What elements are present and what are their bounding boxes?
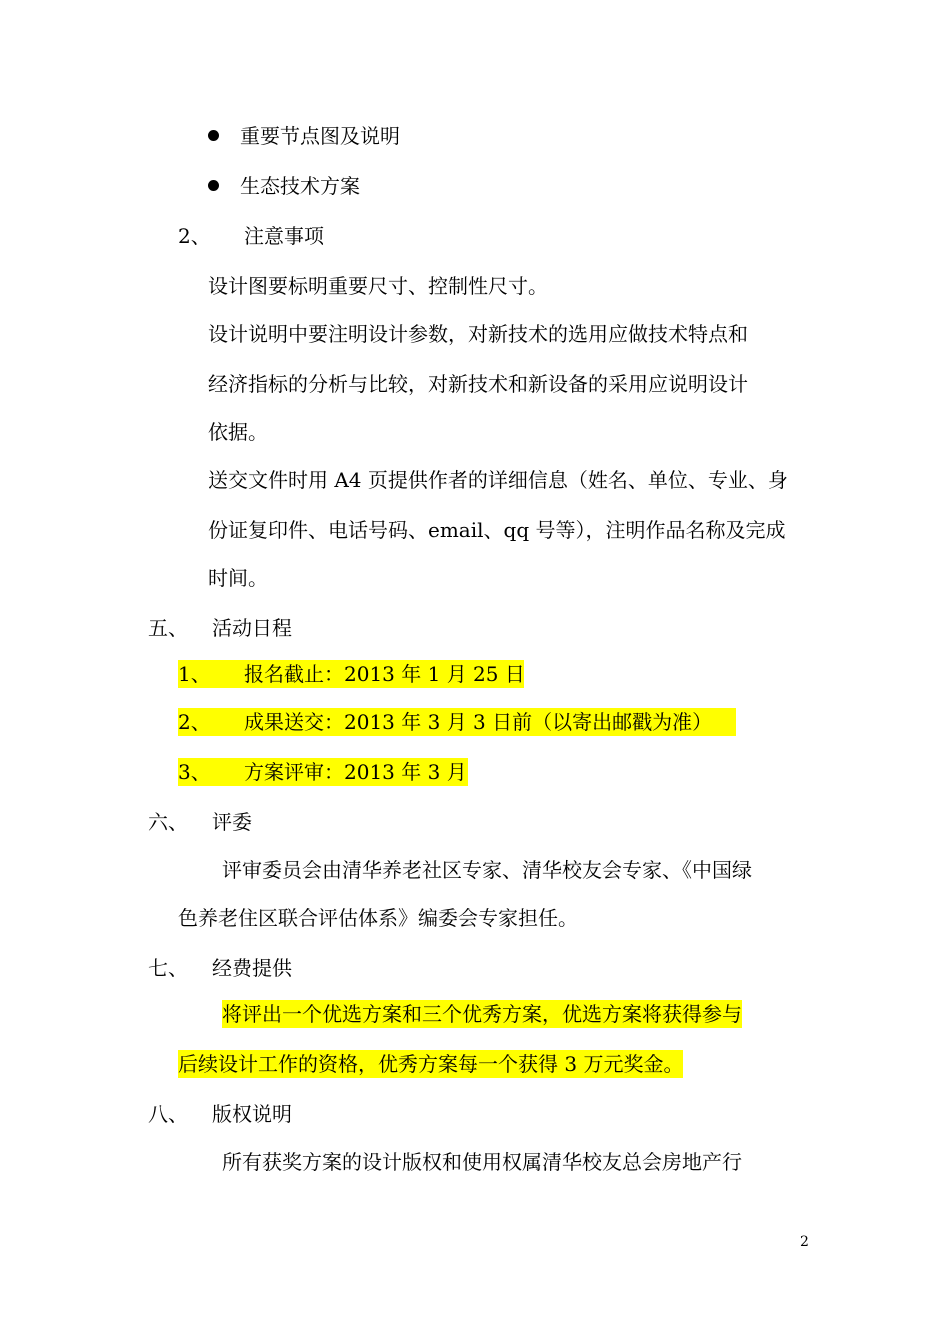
notes-line: 时间。 <box>208 566 268 590</box>
schedule-item <box>178 660 524 688</box>
section-text: 将评出一个优选方案和三个优秀方案，优选方案将获得参与 <box>222 1002 742 1026</box>
section-number: 五、 <box>148 616 188 640</box>
page-number: 2 <box>800 1234 809 1250</box>
schedule-item-text: 成果送交：2013 年 3 月 3 日前（以寄出邮戳为准） <box>244 710 713 734</box>
section-number: 七、 <box>148 956 188 980</box>
section-number: 六、 <box>148 810 188 834</box>
notes-line: 设计说明中要注明设计参数，对新技术的选用应做技术特点和 <box>208 322 748 346</box>
schedule-item-text: 方案评审：2013 年 3 月 <box>244 760 467 784</box>
section-text: 色养老住区联合评估体系》编委会专家担任。 <box>178 906 578 930</box>
notes-line: 设计图要标明重要尺寸、控制性尺寸。 <box>208 274 548 298</box>
schedule-item-number: 2、 <box>178 710 211 734</box>
bullet-item: 重要节点图及说明 <box>240 124 400 148</box>
section-text: 评审委员会由清华养老社区专家、清华校友会专家、《中国绿 <box>222 858 752 882</box>
bullet-item: 生态技术方案 <box>240 174 360 198</box>
notes-line: 送交文件时用 A4 页提供作者的详细信息（姓名、单位、专业、身 <box>208 468 788 492</box>
section-text: 所有获奖方案的设计版权和使用权属清华校友总会房地产行 <box>222 1150 742 1174</box>
notes-line: 份证复印件、电话号码、email、qq 号等），注明作品名称及完成 <box>208 518 786 542</box>
notes-number: 2、 <box>178 224 211 248</box>
section-title: 活动日程 <box>212 616 292 640</box>
section-title: 版权说明 <box>212 1102 292 1126</box>
schedule-item-number: 1、 <box>178 662 211 686</box>
bullet-icon <box>208 180 219 191</box>
section-number: 八、 <box>148 1102 188 1126</box>
notes-line: 经济指标的分析与比较，对新技术和新设备的采用应说明设计 <box>208 372 748 396</box>
schedule-item <box>178 708 736 736</box>
section-title: 经费提供 <box>212 956 292 980</box>
bullet-icon <box>208 130 219 141</box>
schedule-item-text: 报名截止：2013 年 1 月 25 日 <box>244 662 525 686</box>
schedule-item-number: 3、 <box>178 760 211 784</box>
section-text: 后续设计工作的资格，优秀方案每一个获得 3 万元奖金。 <box>178 1052 684 1076</box>
notes-title: 注意事项 <box>244 224 324 248</box>
schedule-item <box>178 758 468 786</box>
notes-line: 依据。 <box>208 420 268 444</box>
section-title: 评委 <box>212 810 252 834</box>
